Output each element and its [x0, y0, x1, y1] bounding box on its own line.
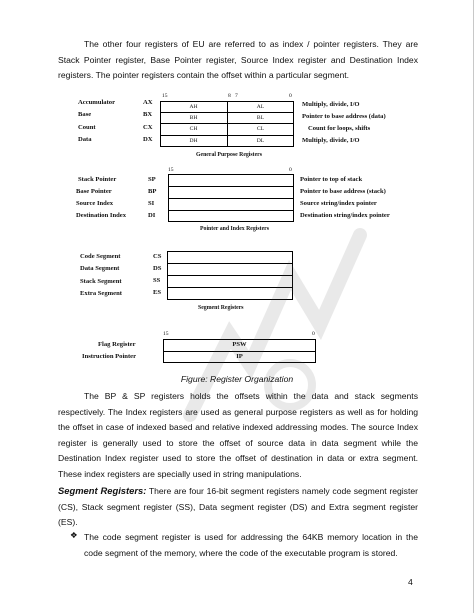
pi-registers-caption: Pointer and Index Registers	[200, 226, 269, 232]
register-code: CX	[143, 124, 153, 131]
register-name: Stack Pointer	[78, 176, 117, 183]
paragraph-index-pointer-intro: The other four registers of EU are referred to as index / pointer registers. They are Stack Pointer register, Base Pointer register, Source Index register and Destination Index registers. The pointer registers contain the offset within a particular segment.	[58, 39, 418, 80]
gp-registers-caption: General Purpose Registers	[196, 152, 263, 158]
register-name: Flag Register	[98, 341, 136, 348]
register-code: ES	[153, 289, 162, 296]
register-code: DI	[148, 212, 156, 219]
register-usage: Destination string/index pointer	[300, 212, 390, 219]
segment-registers-heading: Segment Registers:	[58, 485, 147, 496]
register-usage: Count for loops, shifts	[308, 125, 371, 132]
bit-label-15: 15	[163, 331, 169, 337]
bit-label-0: 0	[312, 331, 315, 337]
bit-label-15: 15	[162, 93, 168, 99]
low-byte-cell: DL	[256, 138, 265, 144]
register-code: SS	[153, 277, 161, 284]
register-usage: Pointer to base address (data)	[302, 113, 386, 120]
bit-label-0: 0	[289, 167, 292, 173]
register-name: Data	[78, 136, 92, 143]
low-byte-cell: AL	[256, 104, 265, 110]
bit-label-15: 15	[168, 167, 174, 173]
high-byte-cell: BH	[189, 115, 198, 121]
register-code: BP	[148, 188, 157, 195]
register-usage: Source string/index pointer	[300, 200, 377, 207]
diamond-bullet-icon: ❖	[70, 530, 78, 540]
register-code: DX	[143, 136, 153, 143]
seg-row-divider	[167, 263, 293, 264]
low-byte-cell: CL	[256, 126, 265, 132]
seg-row-divider	[167, 287, 293, 288]
pi-row-divider	[168, 210, 294, 211]
register-code: BX	[143, 111, 153, 118]
register-name: Extra Segment	[80, 290, 122, 297]
register-code: AX	[143, 99, 153, 106]
register-name: Source Index	[76, 200, 114, 207]
register-name: Stack Segment	[80, 278, 122, 285]
gp-row-divider	[160, 135, 294, 136]
paragraph-segment-registers	[58, 483, 418, 531]
high-byte-cell: CH	[189, 126, 198, 132]
bullet-code-segment: The code segment register is used for addressing the 64KB memory location in the code segment of the memory, where the code of the executable program is stored.	[84, 532, 418, 558]
register-usage: Pointer to top of stack	[300, 176, 363, 183]
page-number: 4	[408, 577, 413, 587]
bit-label-7: 7	[235, 93, 238, 99]
seg-row-divider	[167, 275, 293, 276]
bit-label-8: 8	[228, 93, 231, 99]
register-name: Base	[78, 111, 92, 118]
register-name: Code Segment	[80, 253, 121, 260]
psw-cell: PSW	[232, 341, 247, 348]
register-usage: Multiply, divide, I/O	[302, 137, 360, 144]
segment-registers-text: There are four 16-bit segment registers namely code segment register (CS), Stack segment register (SS), Data segment register (DS) and Extra segment register (ES).	[58, 486, 419, 527]
register-usage: Pointer to base address (stack)	[300, 188, 386, 195]
figure-caption: Figure: Register Organization	[180, 374, 294, 384]
register-name: Instruction Pointer	[82, 353, 137, 360]
high-byte-cell: DH	[189, 138, 198, 144]
register-code: SP	[148, 176, 156, 183]
gp-row-divider	[160, 123, 294, 124]
low-byte-cell: BL	[256, 115, 265, 121]
paragraph-bp-sp: The BP & SP registers holds the offsets within the data and stack segments respectively. The Index registers are used as general purpose registers as well as for holding the offset in case of indexed based and relative indexed addressing modes. The source Index register is generally used to store the offset of source data in data segment while the Destination Index register used to store the offset of destination in data or extra segment. These index registers are specially used in string manipulations.	[58, 391, 418, 479]
gp-row-divider	[160, 112, 294, 113]
register-name: Count	[78, 124, 96, 131]
register-name: Base Pointer	[76, 188, 112, 195]
register-name: Data Segment	[80, 265, 120, 272]
register-name: Accumulator	[78, 99, 115, 106]
register-code: CS	[153, 253, 162, 260]
flag-row-divider	[163, 351, 316, 352]
pi-row-divider	[168, 198, 294, 199]
pi-row-divider	[168, 186, 294, 187]
register-name: Destination Index	[76, 212, 127, 219]
register-code: DS	[153, 265, 162, 272]
register-code: SI	[148, 200, 155, 207]
register-usage: Multiply, divide, I/O	[302, 101, 360, 108]
ip-cell: IP	[236, 353, 243, 360]
bit-label-0: 0	[289, 93, 292, 99]
segment-registers-caption: Segment Registers	[198, 305, 244, 311]
high-byte-cell: AH	[189, 104, 198, 110]
